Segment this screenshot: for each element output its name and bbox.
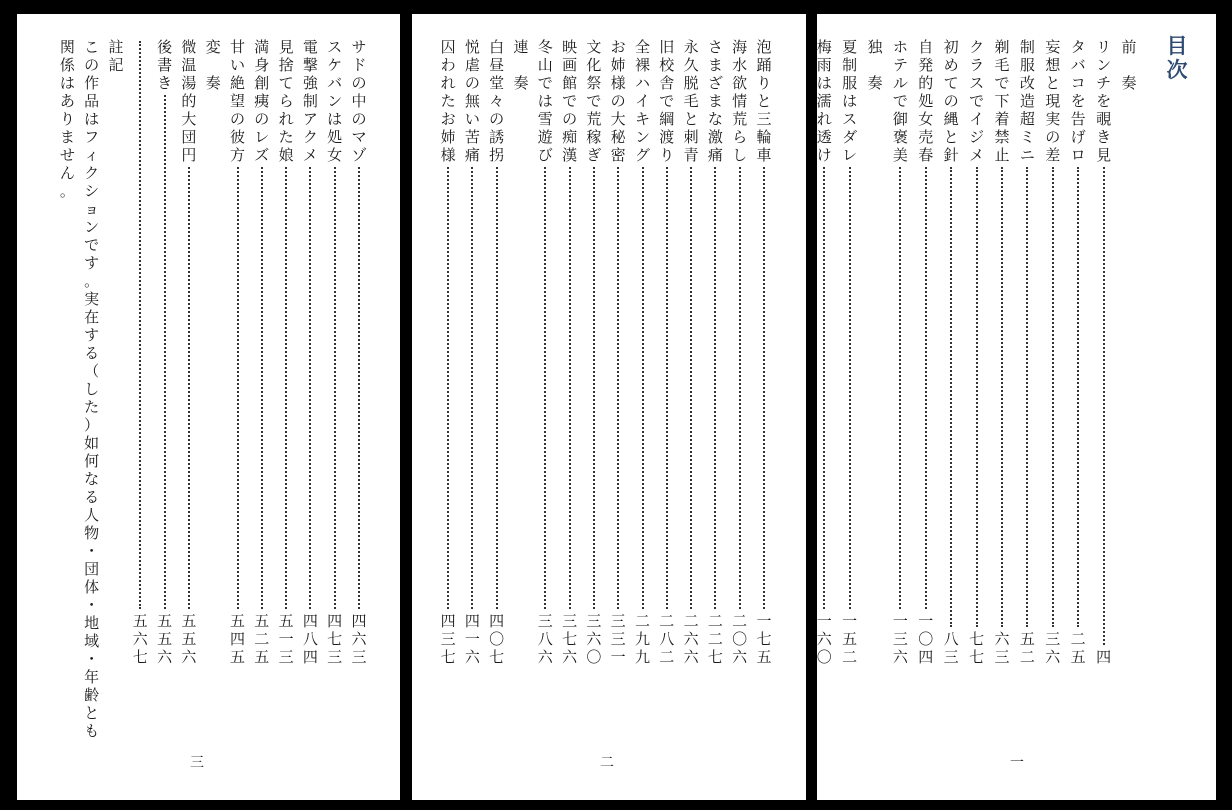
toc-entry [436, 38, 460, 666]
leader-dots [237, 167, 239, 609]
page-number: 二 九 九 [634, 612, 650, 666]
leader-dots [334, 167, 336, 609]
toc-entry [347, 38, 371, 666]
page-number: 一 五 二 [842, 612, 858, 666]
leader-dots [358, 167, 360, 609]
page-number: 三 七 六 [562, 612, 578, 666]
column-text: 註 記 [108, 38, 124, 74]
toc-entry [655, 38, 679, 666]
toc-entry [177, 38, 201, 666]
toc-entry [703, 38, 727, 666]
toc-page-3 [17, 14, 400, 800]
entry-title: ホ テ ル で 御 褒 美 [892, 38, 908, 164]
column-text: 変 奏 [205, 38, 221, 92]
toc-entry [752, 38, 776, 666]
leader-dots [188, 167, 190, 609]
entry-title: 全 裸 ハ イ キ ン グ [634, 38, 650, 164]
leader-dots [714, 167, 716, 609]
leader-dots [763, 167, 765, 609]
page-number: 一 〇 四 [918, 612, 934, 666]
disclaimer-line [55, 38, 79, 200]
leader-dots [739, 167, 741, 609]
entry-title: 囚 わ れ た お 姉 様 [440, 38, 456, 164]
entry-title: 初 め て の 縄 と 針 [943, 38, 959, 164]
entry-title: 甘 い 絶 望 の 彼 方 [229, 38, 245, 164]
leader-dots [261, 167, 263, 609]
entry-title: 永 久 脱 毛 と 刺 青 [683, 38, 699, 164]
toc-entry [914, 38, 938, 666]
entry-title: 自 発 的 処 女 売 春 [918, 38, 934, 164]
toc-page-2 [412, 14, 806, 800]
leader-dots [1103, 167, 1105, 645]
toc-entry [728, 38, 752, 666]
leader-dots [569, 167, 571, 609]
page-number: 五 六 七 [132, 612, 148, 666]
entry-title: タ バ コ を 告 げ ロ [1070, 38, 1086, 164]
entry-title: 悦 虐 の 無 い 苦 痛 [464, 38, 480, 164]
leader-dots [666, 167, 668, 609]
leader-dots [1026, 167, 1028, 627]
entry-title: 白 昼 堂 々 の 誘 拐 [489, 38, 505, 164]
folio: 一 [1010, 755, 1024, 771]
toc-entry [1066, 38, 1090, 666]
entry-title: サ ド の 中 の マ ゾ [351, 38, 367, 164]
page-number: 四 八 四 [302, 612, 318, 666]
page-number: 四 七 三 [327, 612, 343, 666]
entry-title: リ ン チ を 覗 き 見 [1096, 38, 1112, 164]
entry-title: お 姉 様 の 大 秘 密 [610, 38, 626, 164]
toc-entry [679, 38, 703, 666]
leader-dots [1052, 167, 1054, 627]
toc-page-1 [817, 14, 1216, 800]
entry-title: 梅 雨 は 濡 れ 透 け [816, 38, 832, 164]
leader-dots [823, 167, 825, 609]
entry-title: 旧 校 舎 で 綱 渡 り [659, 38, 675, 164]
page-number: 二 〇 六 [732, 612, 748, 666]
leader-dots [950, 167, 952, 627]
toc-heading: 目 次 [1166, 34, 1188, 82]
entry-title: 電 撃 強 制 ア ク メ [302, 38, 318, 164]
page-number: 五 五 六 [157, 612, 173, 666]
entry-title: 夏 制 服 は ス ダ レ [842, 38, 858, 164]
toc-entry [274, 38, 298, 666]
entry-title: 海 水 欲 情 荒 ら し [732, 38, 748, 164]
column-text: 前 奏 [1121, 38, 1137, 92]
page-number: 五 二 [1019, 630, 1035, 666]
toc-entry [838, 38, 862, 666]
toc-entry [128, 38, 152, 666]
entry-title: 後 書 き [157, 38, 173, 92]
entry-title: 文 化 祭 で 荒 稼 ぎ [586, 38, 602, 164]
page-number: 五 四 五 [229, 612, 245, 666]
toc-entry [558, 38, 582, 666]
page-number: 四 一 六 [464, 612, 480, 666]
toc-entry [323, 38, 347, 666]
leader-dots [849, 167, 851, 609]
page-number: 五 五 六 [181, 612, 197, 666]
page-number: 三 六 〇 [586, 612, 602, 666]
leader-dots [496, 167, 498, 609]
toc-entry [965, 38, 989, 666]
toc-entry [1041, 38, 1065, 666]
page-number: 一 七 五 [756, 612, 772, 666]
entry-title: 微 温 湯 的 大 団 円 [181, 38, 197, 164]
page-number: 四 三 七 [440, 612, 456, 666]
column-text: 関 係 は あ り ま せ ん 。 [59, 38, 75, 200]
toc-entry [298, 38, 322, 666]
entry-title: 制 服 改 造 超 ミ ニ [1019, 38, 1035, 164]
leader-dots [447, 167, 449, 609]
page-number: 五 二 五 [254, 612, 270, 666]
toc-section-heading [509, 38, 533, 92]
leader-dots [164, 95, 166, 609]
page-number: 四 六 三 [351, 612, 367, 666]
page-number: 七 七 [969, 630, 985, 666]
entry-title: 満 身 創 痍 の レ ズ [254, 38, 270, 164]
toc-section-heading [1117, 38, 1141, 92]
entry-title: さ ま ざ ま な 激 痛 [707, 38, 723, 164]
entry-title: ス ケ バ ン は 処 女 [327, 38, 343, 164]
page-number: 四 〇 七 [489, 612, 505, 666]
toc-entry [460, 38, 484, 666]
toc-entry [250, 38, 274, 666]
disclaimer-line [104, 38, 128, 74]
column-text: 独 奏 [867, 38, 883, 92]
toc-entry [812, 38, 836, 666]
entry-title: 映 画 館 で の 痴 漢 [562, 38, 578, 164]
page-number: 三 六 [1045, 630, 1061, 666]
page-number: 二 六 六 [683, 612, 699, 666]
entry-title: 妄 想 と 現 実 の 差 [1045, 38, 1061, 164]
leader-dots [617, 167, 619, 609]
toc-entry [1092, 38, 1116, 666]
toc-entry [226, 38, 250, 666]
page-number: 一 三 六 [892, 612, 908, 666]
entry-title: 冬 山 で は 雪 遊 び [537, 38, 553, 164]
toc-entry [631, 38, 655, 666]
leader-dots [544, 167, 546, 609]
leader-dots [1077, 167, 1079, 627]
entry-title: ク ラ ス で イ ジ メ [969, 38, 985, 164]
page-number: 八 三 [943, 630, 959, 666]
toc-section-heading [201, 38, 225, 92]
disclaimer-line [80, 38, 104, 740]
toc-entry [533, 38, 557, 666]
page-number: 六 三 [994, 630, 1010, 666]
folio: 二 [600, 755, 614, 771]
toc-entry [485, 38, 509, 666]
page-number: 五 一 三 [278, 612, 294, 666]
leader-dots [976, 167, 978, 627]
toc-entry [888, 38, 912, 666]
page-number: 二 八 二 [659, 612, 675, 666]
leader-dots [690, 167, 692, 609]
entry-title: 剃 毛 で 下 着 禁 止 [994, 38, 1010, 164]
page-number: 三 三 一 [610, 612, 626, 666]
toc-entry [153, 38, 177, 666]
column-text: こ の 作 品 は フ ィ ク シ ョ ン で す 。 実 在 す る （ し た ） 如 何 な る 人 物 ・ 団 体 ・ 地 域 ・ 年 齢 と も [84, 38, 100, 740]
page-number: 四 [1096, 648, 1112, 666]
toc-entry [1015, 38, 1039, 666]
column-text: 連 奏 [513, 38, 529, 92]
leader-dots [642, 167, 644, 609]
leader-dots [899, 167, 901, 609]
toc-entry [939, 38, 963, 666]
entry-title: 泡 踊 り と 三 輪 車 [756, 38, 772, 164]
leader-dots [139, 41, 141, 609]
folio: 三 [190, 755, 204, 771]
leader-dots [593, 167, 595, 609]
leader-dots [285, 167, 287, 609]
page-number: 二 二 七 [707, 612, 723, 666]
entry-title: 見 捨 て ら れ た 娘 [278, 38, 294, 164]
toc-entry [606, 38, 630, 666]
leader-dots [309, 167, 311, 609]
leader-dots [925, 167, 927, 609]
page-number: 二 五 [1070, 630, 1086, 666]
toc-section-heading [863, 38, 887, 92]
toc-entry [990, 38, 1014, 666]
toc-entry [582, 38, 606, 666]
leader-dots [1001, 167, 1003, 627]
leader-dots [471, 167, 473, 609]
page-number: 三 八 六 [537, 612, 553, 666]
page-number: 一 六 〇 [816, 612, 832, 666]
